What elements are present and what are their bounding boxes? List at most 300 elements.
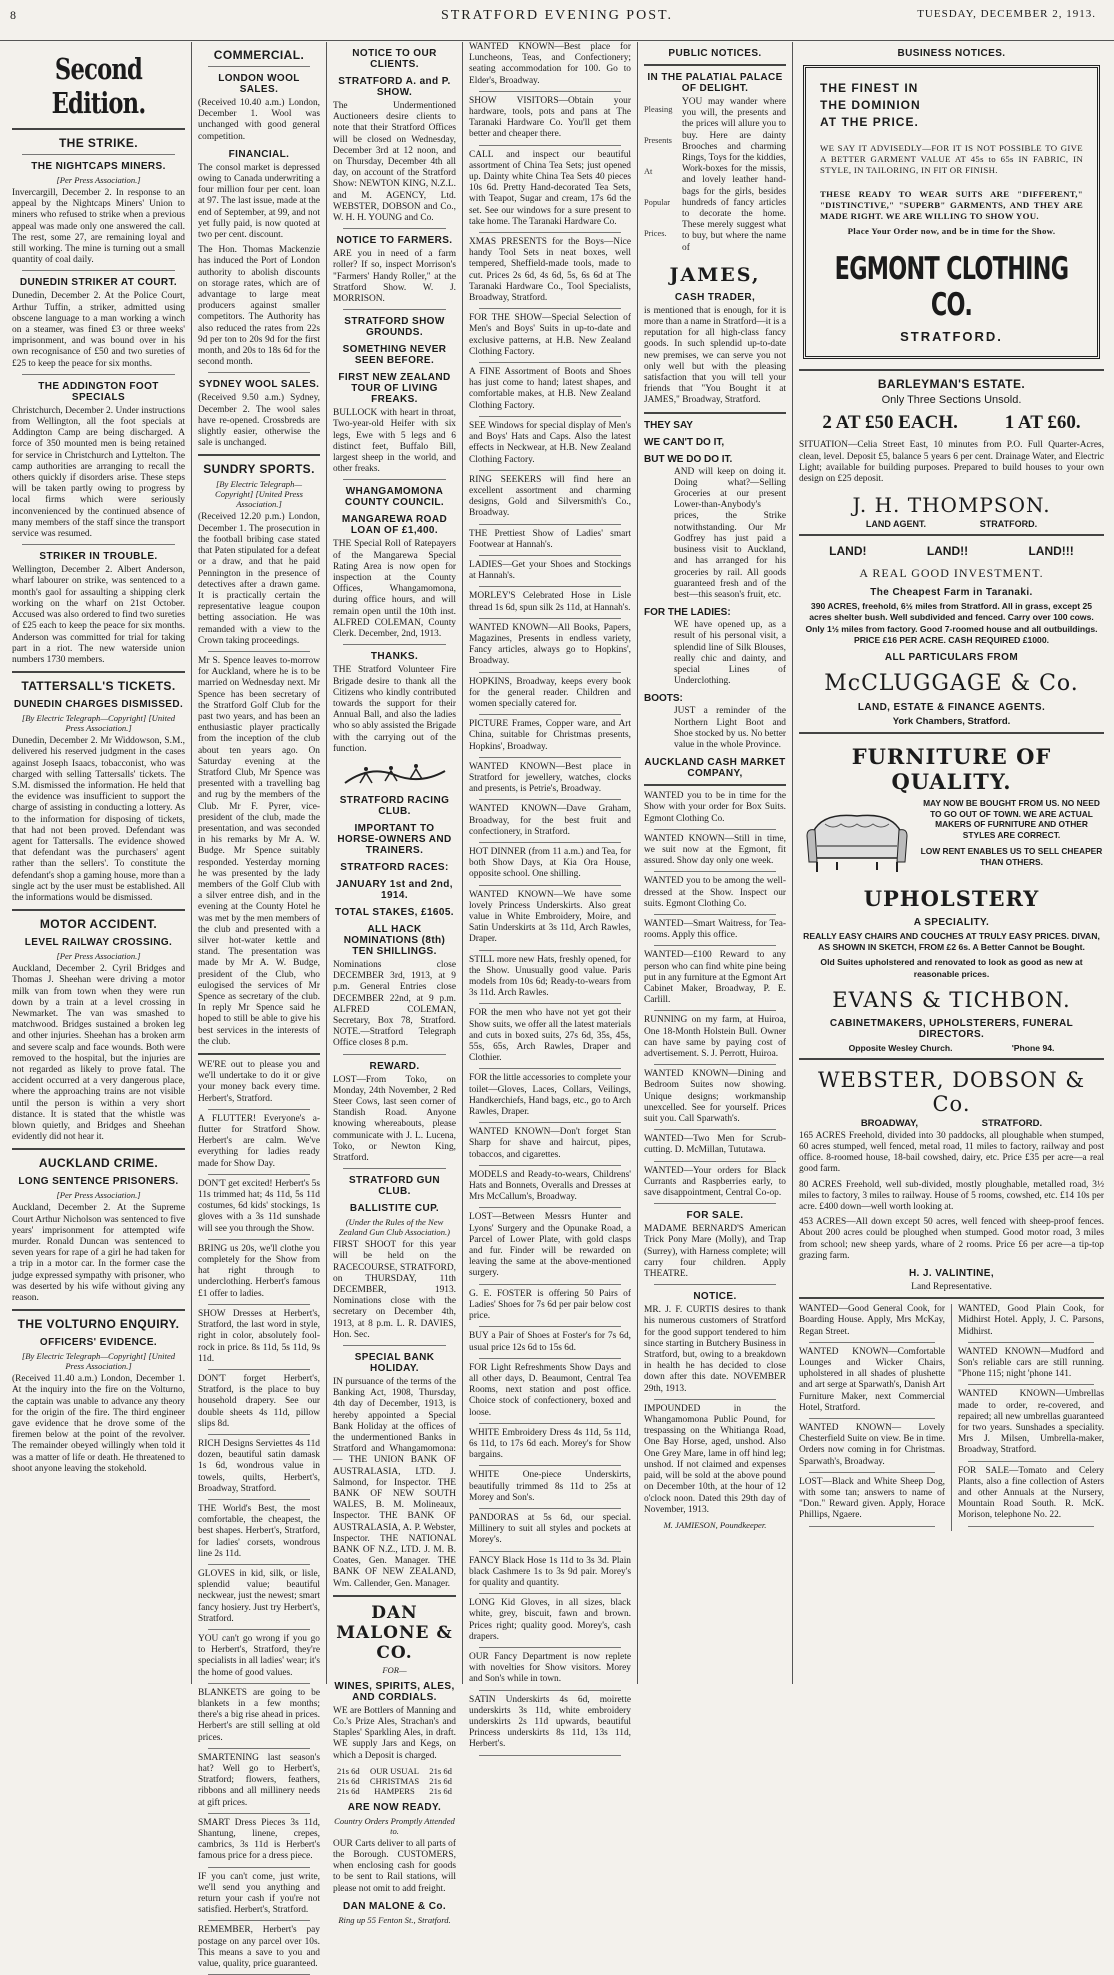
divider xyxy=(208,66,310,67)
byline: [By Electric Telegraph—Copyright] [United Press Association.] xyxy=(21,713,176,734)
hampers-ready: ARE NOW READY. xyxy=(347,1801,442,1813)
classified-ad: SEE Windows for special display of Men's and Boys' Hats and Caps. Also the latest effects in Neckwear, at H.B. New Zealand Clothing Factory. xyxy=(469,420,631,465)
divider xyxy=(208,1109,310,1110)
classified-ad: WANTED KNOWN—Still in time, we suit now at the Egmont, fit assured. Show day only one week. xyxy=(644,833,786,867)
page-number: 8 xyxy=(10,8,16,22)
notice-text: is mentioned that is enough, for it is more than a name in Stratford—it is a reputation for all high-class fancy goods. In such splendid up-to-date new premises, we can serve you not only well but with the pleasing satisfaction that you will tell your friends that "You Bought it at JAMES," Broadway, Stratford. xyxy=(644,305,786,406)
headline-sundry-sports: SUNDRY SPORTS. xyxy=(203,462,315,477)
james-name: JAMES, xyxy=(669,263,761,286)
divider xyxy=(654,829,776,830)
byline: [By Electric Telegraph—Copyright] [United Press Association.] xyxy=(21,1351,176,1372)
divider xyxy=(479,232,621,233)
headline-palace: IN THE PALATIAL PALACE OF DELIGHT. xyxy=(647,72,783,94)
classified-ad: SMART Dress Pieces 3s 11d, Shantung, linene, crepes, cambrics, 3s 11d is Herbert's famous price for a dress piece. xyxy=(198,1817,320,1862)
notice-text: ARE you in need of a farm roller? If so, inspect Morrison's "Farmers' Handy Roller," at the Stratford Show. W. J. MORRISON. xyxy=(333,249,456,305)
classified-ad: OUR Fancy Department is now replete with novelties for Show visitors. Morey and Son's while in town. xyxy=(469,1651,631,1685)
egmont-clothing-logo: EGMONT CLOTHING CO. xyxy=(834,251,1069,324)
notice-text: AND will keep on doing it. Doing what?—Selling Groceries at our present Lower-than-Anybody's prices, the Strike notwithstanding. Our Mr Godfrey has just paid a business visit to Auckland, and has arranged for his groceries by rail. All goods guaranteed fresh and of the best—this season's fruit, etc. xyxy=(674,466,786,600)
important-horse-owners: IMPORTANT TO HORSE-OWNERS AND TRAINERS. xyxy=(337,822,452,856)
small-ads-grid xyxy=(799,1304,1104,1530)
classified-ad: PANDORAS at 5s 6d, our special. Millinery to suit all styles and pockets at Morey's. xyxy=(469,1512,631,1546)
classified-ad: FOR SALE—Tomato and Celery Plants, also a fine collection of Asters and other Annuals at the Nursery, Mountain Road South. R. McK. Morison, telephone No. 22. xyxy=(958,1465,1104,1521)
divider xyxy=(479,1755,621,1756)
classified-ad: FOR the men who have not yet got their Show suits, we offer all the latest materials and cuts in boxed suits, 27s 6d, 35s, 45s, 55s, 65s, Arch Rawles, Draper and Clothier. xyxy=(469,1008,631,1064)
speciality: A SPECIALITY. xyxy=(913,917,990,929)
furniture-text: MAY NOW BE BOUGHT FROM US. NO NEED TO GO OUT OF TOWN. WE ARE ACTUAL MAKERS OF FURNITURE AND OTHER STYLES ARE CORRECT. xyxy=(923,798,1100,840)
divider xyxy=(208,1304,310,1305)
classified-ad: WHITE Embroidery Dress 4s 11d, 5s 11d, 6s 11d, to 17s 6d each. Morey's for Show bargains. xyxy=(469,1427,631,1461)
divider xyxy=(654,1010,776,1011)
land-agent-label: LAND AGENT. xyxy=(865,519,927,530)
classified-ad: IF you can't come, just write, we'll send you anything and return your cash if you're not satisfied. Herbert's, Stratford. xyxy=(198,1871,320,1916)
ad-text: Old Suites upholstered and renovated to look as good as new at reasonable prices. xyxy=(820,957,1083,979)
divider xyxy=(479,555,621,556)
divider xyxy=(968,1384,1094,1385)
classified-ad: WANTED you to be among the well-dressed at the Show. Inspect our suits. Egmont Clothing Co. xyxy=(644,876,786,909)
wanted-ads xyxy=(644,791,786,1204)
headline-thanks: THANKS. xyxy=(370,651,419,663)
article-text: Christchurch, December 2. Under instructions from Wellington, all the foot specials at Addington Camp are being discharged. A force of 350 mounted men is being retained for service in Christchurch and Lyttelton. The camp authorities are arranging to recall the others quickly if disorders arise. These steps will be taken partly owing to progress by local firms which were seriously inconvenienced by the continued absence of many members of the staff since the transport service was resumed. xyxy=(12,405,185,540)
notice-heading: NOTICE. xyxy=(693,1291,737,1303)
divider xyxy=(343,309,446,310)
article-text: The consol market is depressed owing to Canada underwriting a four million four per cent. loan at 97. The last issue, made at the end of September, at 99, and not yet fully paid, is now quoted at two per cent. discount. xyxy=(198,162,320,241)
divider xyxy=(343,1168,446,1169)
classified-ad: DON'T get excited! Herbert's 5s 11s trimmed hat; 4s 11d, 5s 11d costumes, 6d kids' stockings, 1s gloves with a 3s 11d sunshade will see you through the Show. xyxy=(198,1178,320,1234)
land-estate-agents: LAND, ESTATE & FINANCE AGENTS. xyxy=(857,702,1046,714)
divider xyxy=(198,454,320,456)
classified-ad: CALL and inspect our beautiful assortment of China Tea Sets; just opened up. Dainty white China Tea Sets 40 pieces 10s 6d. Pretty Hand-decorated Tea Sets, with Teapot, Sugar and cream, 17s 6d the set. See our windows for a sure present to take home. The Taranaki Hardware Co. xyxy=(469,149,631,227)
divider xyxy=(22,270,175,271)
classified-ad: WHITE One-piece Underskirts, beautifully trimmed 8s 11d to 25s at Morey and Son's. xyxy=(469,1470,631,1503)
notice-text: MADAME BERNARD'S American Trick Pony Mare (Molly), and Trap (Surrey), with Harness complete; will carry four children. Apply THEATRE. xyxy=(644,1224,786,1280)
ad-text: 390 ACRES, freehold, 6½ miles from Stratford. All in grass, except 25 acres shelter bush. Well subdivided and fenced. Carry over 100 cows. Only 1½ miles from factory. Good 7-roomed house and all outbuildings. PRICE £16 PER ACRE. CASH REQUIRED £1000. xyxy=(805,601,1098,645)
article-text: (Received 11.40 a.m.) London, December 1. At the inquiry into the fire on the Volturno, the captain was unable to advance any theory for the origin of the fire. The third engineer gave evidence that he drove some of the firemen below at the point of the revolver. The remainder obeyed willingly when told it was a matter of life or death. He threatened to shoot anyone leaving the stokehold. xyxy=(12,1374,185,1474)
notice-text: THE Special Roll of Ratepayers of the Mangarewa Special Rating Area is now open for inspection at the County Offices, Whangamomona, during office hours, and will remain open until the 10th inst. ALFRED COLEMAN, County Clerk. December, 2nd, 1913. xyxy=(333,539,456,640)
divider xyxy=(343,644,446,645)
ad-text: 165 ACRES Freehold, divided into 30 paddocks, all ploughable when stumped, 60 acres stumped, well fenced, metal road, 11 miles to factory, railway and post office. 8-roomed house, 18-bail cowshed, dairy, etc. Price £35 per acre—a real good farm. xyxy=(799,1130,1104,1175)
article-text: Auckland, December 2. At the Supreme Court Arthur Nicholson was sentenced to five years' imprisonment for attempted wife murder. Ronald Duncan was sentenced to seven years for rape of a girl he had taken for a trip in a motor car. In the former case the judge expressed sympathy with prisoner, who was deserted by his wife without giving any reason. xyxy=(12,1203,185,1304)
divider xyxy=(343,1054,446,1055)
divider xyxy=(479,145,621,146)
classified-ad: RICH Designs Serviettes 4s 11d dozen, beautiful satin damask 1s 6d, wondrous value in towels, quilts, Herbert's, Broadway, Stratford. xyxy=(198,1438,320,1494)
sections-unsold: Only Three Sections Unsold. xyxy=(881,394,1022,407)
price-right: 21s 6d xyxy=(429,1785,452,1796)
land-1: LAND! xyxy=(829,544,867,559)
divider xyxy=(644,784,786,786)
herberts-ads xyxy=(198,1060,320,1975)
headline-financial: FINANCIAL. xyxy=(228,148,290,160)
ad-text: THESE READY TO WEAR SUITS ARE "DIFFERENT," "DISTINCTIVE," "SUPERB" GARMENTS, AND THEY ARE MADE RIGHT. WE ARE WILLING TO SHOW YOU. xyxy=(820,188,1083,222)
divider xyxy=(799,732,1104,734)
article-text: The Hon. Thomas Mackenzie has induced the Port of London authority to abolish discounts on storage rates, which are of advantage to large meat producers against smaller competitors. The Authority has also reduced the rates from 22s 9d per ton to 20s 9d for the first month, and 20s to 18s 6d for the second month. xyxy=(198,245,320,368)
divider xyxy=(12,1309,185,1311)
headline-bank-holiday: SPECIAL BANK HOLIDAY. xyxy=(354,1352,435,1374)
valintine-name: H. J. VALINTINE, xyxy=(908,1268,995,1280)
divider xyxy=(208,1174,310,1175)
newspaper-title: STRATFORD EVENING POST. xyxy=(440,8,674,23)
york-chambers: York Chambers, Stratford. xyxy=(892,716,1011,728)
headline-clients: NOTICE TO OUR CLIENTS. xyxy=(352,48,437,70)
divider xyxy=(479,799,621,800)
dan-malone-title: DAN MALONE & CO. xyxy=(336,1602,453,1663)
classified-ad: WE'RE out to please you and we'll undertake to do it or give your money back every time. Herbert's, Stratford. xyxy=(198,1060,320,1104)
classified-ad: G. E. FOSTER is offering 50 Pairs of Ladies' Shoes for 7s 6d per pair below cost price. xyxy=(469,1288,631,1322)
classified-ad: THE Prettiest Show of Ladies' smart Footwear at Hannah's. xyxy=(469,528,631,550)
small-ads-right xyxy=(958,1304,1104,1530)
divider xyxy=(968,1461,1094,1462)
divider xyxy=(343,1345,446,1346)
malone-footer: DAN MALONE & Co. xyxy=(342,1900,447,1912)
divider xyxy=(333,1595,456,1597)
christmas-label: CHRISTMAS xyxy=(369,1775,420,1786)
small-ads-left xyxy=(799,1304,952,1530)
divider xyxy=(343,228,446,229)
divider xyxy=(479,1508,621,1509)
side-label: At xyxy=(644,167,653,176)
headline-charges: DUNEDIN CHARGES DISMISSED. xyxy=(13,699,184,711)
classified-ad: LOST—Between Messrs Hunter and Lyons' Surgery and the Opunake Road, a Parcel of Lower Plate, with gold clasps and fur. Finder will be rewarded on leaving the same at the above-mentioned surgery. xyxy=(469,1212,631,1279)
divider xyxy=(479,470,621,471)
cabinetmakers: CABINETMAKERS, UPHOLSTERERS, FUNERAL DIRECTORS. xyxy=(829,1017,1074,1040)
divider xyxy=(479,1647,621,1648)
classified-ad: PICTURE Frames, Copper ware, and Art China, suitable for Christmas presents, Hopkins', Broadway. xyxy=(469,719,631,752)
side-label: Presents xyxy=(644,136,672,145)
all-particulars: ALL PARTICULARS FROM xyxy=(884,652,1019,664)
divider xyxy=(809,1418,935,1419)
boots-label: BOOTS: xyxy=(644,693,683,705)
classified-ad: GLOVES in kid, silk, or lisle, splendid value; beautiful neckwear, just the newest; smart fancy hosiery. Just try Herbert's, Stratford. xyxy=(198,1568,320,1624)
issue-date: TUESDAY, DECEMBER 2, 1913. xyxy=(917,8,1096,20)
divider xyxy=(12,671,185,673)
divider xyxy=(809,1342,935,1343)
divider xyxy=(208,1239,310,1240)
column-commercial xyxy=(192,42,327,1970)
divider xyxy=(479,308,621,309)
classified-ad: WANTED KNOWN—All Books, Papers, Magazines, Presents in endless variety, Fancy articles, always go to Hopkins', Broadway. xyxy=(469,622,631,667)
finest-line-1: THE FINEST IN xyxy=(820,81,919,95)
headline-racing-club: STRATFORD RACING CLUB. xyxy=(339,794,450,817)
headline-business-notices: BUSINESS NOTICES. xyxy=(897,48,1006,59)
side-labels xyxy=(644,97,680,238)
divider xyxy=(208,1499,310,1500)
price-left: 21s 6d xyxy=(337,1775,360,1786)
thompson-name: J. H. THOMPSON. xyxy=(852,493,1051,518)
classified-ad: BLANKETS are going to be blankets in a few months; there's a big rise ahead in prices. Herbert's are still selling at old prices. xyxy=(198,1687,320,1743)
classified-ad: WANTED KNOWN—Don't forget Stan Sharp for shave and haircut, pipes, tobaccos, and cigarettes. xyxy=(469,1127,631,1160)
divider xyxy=(479,586,621,587)
divider xyxy=(479,885,621,886)
evans-tichbon: EVANS & TICHBON. xyxy=(832,987,1071,1012)
divider xyxy=(654,1129,776,1130)
notice-text: LOST—From Toko, on Monday, 24th November, 2 Red Steer Cows, last seen corner of Standish Road. Anyone knowing whereabouts, please communicate with J. L. Lucena, Toko, or Newton King, Stratford. xyxy=(333,1074,456,1163)
headline-motor: MOTOR ACCIDENT. xyxy=(39,917,158,932)
land-3: LAND!!! xyxy=(1028,544,1074,559)
divider xyxy=(208,372,310,373)
byline: [Per Press Association.] xyxy=(56,951,141,962)
headline-farmers: NOTICE TO FARMERS. xyxy=(336,235,453,247)
furniture-ad xyxy=(799,798,1104,884)
column-public-notices xyxy=(638,42,793,1684)
they-say: THEY SAY xyxy=(644,419,693,431)
classified-ad: BUY a Pair of Shoes at Foster's for 7s 6d, usual price 12s 6d to 15s 6d. xyxy=(469,1331,631,1353)
egmont-clothing-ad xyxy=(803,65,1100,359)
byline: [Per Press Association.] xyxy=(56,175,141,185)
divider xyxy=(208,1813,310,1814)
divider xyxy=(644,64,786,66)
freaks-tour: FIRST NEW ZEALAND TOUR OF LIVING FREAKS. xyxy=(338,372,451,406)
divider xyxy=(208,1867,310,1868)
classified-ad: SHOW Dresses at Herbert's, Stratford, the last word in style, right in color, absolutely fool-rock in price. 8s 11d, 5s 11d, 9s 11d. xyxy=(198,1308,320,1364)
headline-tattersall: TATTERSALL'S TICKETS. xyxy=(21,679,176,694)
divider xyxy=(208,1629,310,1630)
ad-text: REALLY EASY CHAIRS AND COUCHES AT TRULY EASY PRICES. DIVAN, AS SHOWN IN SKETCH, FROM £2 6s. A Better Cannot be Bought. xyxy=(803,931,1100,953)
auckland-cash-market: AUCKLAND CASH MARKET COMPANY, xyxy=(644,757,786,780)
divider xyxy=(479,1284,621,1285)
column-notices xyxy=(327,42,463,1925)
classified-ad: HOPKINS, Broadway, keeps every book for the general reader. Children and women specially catered for. xyxy=(469,676,631,709)
country-orders: Country Orders Promptly Attended to. xyxy=(334,1815,455,1836)
article-text: Dunedin, December 2. At the Police Court, Arthur Tuffin, a striker, admitted using obscene language to a man working a winch on a steamer, was fined £3 or three weeks' imprisonment, and was bound over in his own recognisance of £50 and two sureties of £25 to keep the peace for six months. xyxy=(12,291,185,369)
classified-ad: HOT DINNER (from 11 a.m.) and Tea, for both Show Days, at Kia Ora House, opposite school. One shilling. xyxy=(469,846,631,880)
ad-text: SITUATION—Celia Street East, 10 minutes from P.O. Full Quarter-Acres, clean, level. Deposit £5, balance 5 years 6 per cent. Drainage Water, and Electric Light; available for building purposes. Prepared to build houses to your own design on £25 deposit. xyxy=(799,440,1104,485)
notice-text: IMPOUNDED in the Whangamomona Public Pound, for trespassing on the Whitianga Road, One Bay Horse, aged, unshod. Also One Grey Mare, lame in off hind leg; unshod. If not claimed and expenses paid, will be sold at the above pound on December 10th, at the hour of 12 o'clock noon. Dated this 29th day of November, 1913. xyxy=(644,1403,786,1515)
ad-text: WE SAY IT ADVISEDLY—FOR IT IS NOT POSSIBLE TO GIVE A BETTER GARMENT VALUE AT 45s to 65s IN FABRIC, IN STYLE, IN TAILORING, IN FIT OR FINISH. xyxy=(820,143,1083,176)
cheapest-farm: The Cheapest Farm in Taranaki. xyxy=(870,587,1033,599)
section-prices xyxy=(799,412,1104,434)
road-loan: MANGAREWA ROAD LOAN OF £1,400. xyxy=(341,514,448,537)
notice-text: FIRST SHOOT for this year will be held on the RACECOURSE, STRATFORD, on THURSDAY, 11th DECEMBER, 1913. Nominations close with the secretary on December 4th, 1913, at 8 p.m. L. R. DAVIES, Hon. Sec. xyxy=(333,1240,456,1340)
upholstery-heading: UPHOLSTERY xyxy=(863,886,1040,912)
article-text: Invercargill, December 2. In response to an appeal by the Nightcaps Miners' Union to miners who refused to strike when a previous appeal was made only one answered the call. The rest, some 27, are remaining loyal and still working. The mine is turning out a small quantity of coal daily. xyxy=(12,188,185,266)
byline: [Per Press Association.] xyxy=(56,1190,141,1201)
classified-ad: LOST—Black and White Sheep Dog, with some tan; answers to name of "Don." Reward given. Apply, Horace Phillips, Ngaere. xyxy=(799,1476,945,1521)
price-one-at-60: 1 AT £60. xyxy=(1004,412,1081,434)
headline-officers: OFFICERS' EVIDENCE. xyxy=(39,1337,158,1349)
divider xyxy=(12,1148,185,1150)
ad-text: 453 ACRES—All down except 50 acres, well fenced with sheep-proof fences. About 200 acres could be ploughed when stumped. Good motor road, 3 miles from school; new sheep yards, whare of 2 rooms. Price £6 per acre—a tip-top grazing farm. xyxy=(799,1217,1104,1261)
classified-ad: A FINE Assortment of Boots and Shoes has just come to hand; latest shapes, and comfortable makes, at H.B. New Zealand Clothing Factory. xyxy=(469,367,631,411)
ad-text: Place Your Order now, and be in time for the Show. xyxy=(847,226,1056,237)
stratford-label: STRATFORD. xyxy=(979,519,1038,530)
column-business-notices xyxy=(793,42,1110,1684)
notice-text: IN pursuance of the terms of the Banking Act, 1908, Thursday, 4th day of December, 1913, is hereby appointed a Special Bank Holiday at the offices of the undermentioned Banks in Stratford and Whangamomona:— THE UNION BANK OF AUSTRALASIA, LTD. J. Salmond, for Inspector. THE BANK OF NEW SOUTH WALES, B. M. Molineaux, Inspector. THE BANK OF AUSTRALASIA, A. P. Webster, Inspector. THE NATIONAL BANK OF N.Z., LTD. J. M. B. Coates, Gen. Manager. THE BANK OF NEW ZEALAND, Wm. Callender, Gen. Manager. xyxy=(333,1377,456,1589)
classified-ad: WANTED, Good Plain Cook, for Midhirst Hotel. Apply, J. C. Parsons, Midhirst. xyxy=(958,1304,1104,1337)
headline-barleyman: BARLEYMAN'S ESTATE. xyxy=(877,377,1026,392)
classified-ad: WANTED—Good General Cook, for Boarding House. Apply, Mrs McKay, Regan Street. xyxy=(799,1304,945,1337)
malone-phone: Ring up 55 Fenton St., Stratford. xyxy=(338,1914,451,1925)
article-text: Mr S. Spence leaves to-morrow for Auckland, where he is to be married on Wednesday next. Mr Spence has been secretary of the Stratford Golf Club for the past two years, and has been an enthusiastic player practically from the inception of the club about ten years ago. On Saturday evening at the Stratford Club, Mr Spence was presented with a travelling bag and rug by the members of the Club. Mr F. Pyrer, vice-president of the club, made the presentation, and was seconded in his remarks by Mr A. W. Budge. Mr Spence suitably responded. Yesterday morning he was presented by the lady members of the Golf Club with a silver entree dish, and in the evening at the County Hotel he was met by the men members of the club and presented with a silver hot-water kettle and stand. The presentation was made by Mr A. W. Budge, president of the Club, who eulogised the services of Mr Spence as secretary of the club. In reply Mr Spence said he hoped to still be able to give his best services in the interests of the club. xyxy=(198,655,320,1047)
classified-ad: FOR Light Refreshments Show Days and all other days, D. Beaumont, Central Tea Rooms, next station and post office. Choice stock of confectionery, boxed and loose. xyxy=(469,1362,631,1418)
article-text: Auckland, December 2. Cyril Bridges and Thomas J. Sheehan were driving a motor milk van from town when they were run down by a train at a level crossing in Newmarket. The van was smashed to matchwood. Bridges sustained a broken leg and other injuries. Sheehan has a broken arm and severe scalp and face wounds. Both were removed to the hospital, but the injuries are not regarded as likely to prove fatal. The accident occurred at a very dangerous place, where the approaching trains are not visible until the person is within a very short distance. It is stated that the whistle was blown quietly, and Bridges and Sheehan evidently did not hear it. xyxy=(12,964,185,1143)
classified-ad: WANTED KNOWN—Comfortable Lounges and Wicker Chairs, upholstered in all shades of plushette and art serge at Sparwath's, Danish Art Furniture Maker, next Commercial Hotel, Stratford. xyxy=(799,1346,945,1413)
divider xyxy=(479,1207,621,1208)
classified-ad: THE World's Best, the most comfortable, the cheapest, the best shapes. Herbert's, Stratford, for ladies' corsets, wondrous line 2s 11d. xyxy=(198,1503,320,1559)
land-2: LAND!! xyxy=(926,544,969,559)
side-label: Pleasing xyxy=(644,105,673,114)
race-dates: JANUARY 1st and 2nd, 1914. xyxy=(336,878,453,901)
headline-striker-trouble: STRIKER IN TROUBLE. xyxy=(39,551,158,563)
divider xyxy=(809,1526,935,1527)
divider xyxy=(968,1342,1094,1343)
divider xyxy=(479,1690,621,1691)
divider xyxy=(22,374,175,375)
page-columns xyxy=(6,42,1110,1970)
divider xyxy=(479,672,621,673)
article-text: (Received 12.20 p.m.) London, December 1. The prosecution in the football bribing case stated that Paten stipulated for a defeat or a draw, and that he paid Pennington in the presence of detectives after a drawn game. It is practically certain the representative league coupon betting association. He was remanded with a view to the Crown taking proceedings. xyxy=(198,512,320,646)
classified-ad: BRING us 20s, we'll clothe you completely for the Show from hat right through to underclothing. Herbert's famous £1 offer to ladies. xyxy=(198,1243,320,1299)
total-stakes: TOTAL STAKES, £1605. xyxy=(335,906,454,918)
byline: [By Electric Telegraph—Copyright] [United Press Association.] xyxy=(214,479,303,510)
classified-ad: LADIES—Get your Shoes and Stockings at Hannah's. xyxy=(469,559,631,582)
phone-label: 'Phone 94. xyxy=(1011,1042,1055,1053)
classified-ad: FOR THE SHOW—Special Selection of Men's and Boys' Suits in up-to-date and exclusive patterns, at H.B. New Zealand Clothing Factory. xyxy=(469,313,631,357)
headline-whangamomona: WHANGAMOMONA COUNTY COUNCIL. xyxy=(344,486,445,509)
article-text: (Received 10.40 a.m.) London, December 1. Wool was unchanged with good general competition. xyxy=(198,98,320,142)
poundkeeper: M. JAMIESON, Poundkeeper. xyxy=(663,1519,767,1530)
usual-label: OUR USUAL xyxy=(370,1765,419,1776)
malone-for: FOR— xyxy=(382,1664,407,1675)
mccluggage-name: McCLUGGAGE & Co. xyxy=(824,671,1079,697)
divan-sofa-illustration xyxy=(803,802,911,880)
divider xyxy=(22,154,175,155)
divider xyxy=(208,1564,310,1565)
divider xyxy=(654,1203,776,1204)
divider xyxy=(208,1369,310,1370)
classified-ad: MODELS and Ready-to-wears, Childrens' Hats and Bonnets, Overalls and Dresses at Mrs McCallum's, Broadway. xyxy=(469,1169,631,1203)
price-left: 21s 6d xyxy=(337,1765,360,1776)
divider xyxy=(654,871,776,872)
notice-text: Nominations close DECEMBER 3rd, 1913, at 9 p.m. General Entries close DECEMBER 22nd, at 9 p.m. ALFRED COLEMAN, Secretary, Box 78, Stratford. NOTE.—Stratford Telegraph Office closes 8 p.m. xyxy=(333,959,456,1049)
headline-nightcaps: THE NIGHTCAPS MINERS. xyxy=(31,161,166,172)
headline-addington: THE ADDINGTON FOOT SPECIALS xyxy=(38,380,159,403)
divider xyxy=(799,1058,1104,1060)
notice-text: OUR Carts deliver to all parts of the Borough. CUSTOMERS, when enclosing cash for goods to be sent to Rail stations, will please not omit to add freight. xyxy=(333,1838,456,1894)
cash-trader: CASH TRADER, xyxy=(674,291,756,303)
divider xyxy=(479,362,621,363)
side-label: Prices. xyxy=(644,229,667,238)
classified-ad: RING SEEKERS will find here an excellent assortment and charming designs, Gold and Silversmith's Co., Broadway. xyxy=(469,474,631,519)
classified-ad: FANCY Black Hose 1s 11d to 3s 3d. Plain black Cashmere 1s to 3s 9d pair. Morey's for quality and quantity. xyxy=(469,1555,631,1588)
classified-ad: RUNNING on my farm, at Huiroa, One 18-Month Holstein Bull. Owner can have same by paying cost of advertisement. S. J. Perrott, Huiroa. xyxy=(644,1015,786,1059)
divider xyxy=(479,1122,621,1123)
classified-ad: DON'T forget Herbert's, Stratford, is the place to buy household drapery. See our double sheets 4s 11d, pillow slips 8d. xyxy=(198,1373,320,1429)
classified-ad: WANTED—Two Men for Scrub-cutting. D. McMillan, Tututawa. xyxy=(644,1134,786,1156)
finest-line-2: THE DOMINION xyxy=(820,98,921,112)
divider xyxy=(479,714,621,715)
broadway-label: BROADWAY, xyxy=(860,1117,918,1129)
headline-auckland-crime: AUCKLAND CRIME. xyxy=(38,1156,159,1171)
divider xyxy=(479,416,621,417)
divider xyxy=(809,1472,935,1473)
classified-ad: WANTED KNOWN—Best place for Luncheons, Teas, and Confectionery; seating accommodation for 100. Go to Elder's, Broadway. xyxy=(469,42,631,86)
divider xyxy=(479,757,621,758)
classified-ads xyxy=(469,42,631,1756)
classified-ad: YOU can't go wrong if you go to Herbert's, Stratford, they're specialists in all ladies' wear; it's the home of good values. xyxy=(198,1633,320,1678)
notice-text: BULLOCK with heart in throat, Two-year-old Heifer with six legs, Ewe with 5 legs and 6 distinct feet, Buffalo Bill, largest sheep in the world, and other freaks. xyxy=(333,408,456,475)
finest-line-3: AT THE PRICE. xyxy=(820,115,919,129)
classified-ad: WANTED KNOWN—Dining and Bedroom Suites now showing. Unique designs; workmanship unexcelled. See for yourself. Prices suit you. Call Sparwath's. xyxy=(644,1069,786,1125)
show-title: STRATFORD A. and P. SHOW. xyxy=(338,76,451,98)
never-seen: SOMETHING NEVER SEEN BEFORE. xyxy=(342,344,447,367)
classified-ad: REMEMBER, Herbert's pay postage on any parcel over 10s. This means a save to you and value, quality, price guaranteed. xyxy=(198,1925,320,1970)
divider xyxy=(644,412,786,414)
classified-ad: SHOW VISITORS—Obtain your hardware, tools, pots and pans at The Taranaki Hardware Co. You'll get them better and cheaper there. xyxy=(469,95,631,140)
hack-nominations: ALL HACK NOMINATIONS (8th) TEN SHILLINGS. xyxy=(343,923,446,957)
classified-ad: STILL more new Hats, freshly opened, for the Show. Unusually good value. Paris models from 10s 6d; Ready-to-wears from 3s 11d. Arch Rawles. xyxy=(469,954,631,999)
notice-text: YOU may wander where you will, the presents and the prices will allure you to buy. Here are dainty Brooches and charming Rings, Toys for the kiddies, Work-boxes for the missis, and lovely leather hand-bags for the girls, besides hundreds of fancy articles to decorate the home. These merely suggest what to buy, but where the name of xyxy=(682,97,786,253)
divider xyxy=(479,950,621,951)
notice-text: THE Stratford Volunteer Fire Brigade desire to thank all the Citizens who kindly contributed towards the support for their Annual Ball, and also the ladies who so ably assisted the Brigade with the carrying out of the function. xyxy=(333,665,456,754)
side-label: Popular xyxy=(644,198,671,207)
land-banner xyxy=(799,544,1104,558)
divider xyxy=(208,651,310,652)
evans-sub xyxy=(819,1043,1084,1053)
classified-ad: SATIN Underskirts 4s 6d, moirette underskirts 3s 11d, white embroidery underskirts 2s 11d upwards, beautiful Princess underskirts 8s 11d, 13s 11d, Herbert's. xyxy=(469,1694,631,1750)
column-news xyxy=(6,42,192,1684)
edition-title: Second Edition. xyxy=(51,52,146,120)
divider xyxy=(479,91,621,92)
divider xyxy=(968,1526,1094,1527)
notice-text: WE are Bottlers of Manning and Co.'s Prize Ales, Strachan's and Staples' Sparkling Ales, in draft. WE supply Jars and Kegs, on which a Deposit is charged. xyxy=(333,1705,456,1761)
headline-gun-club: STRATFORD GUN CLUB. xyxy=(348,1175,441,1198)
divider xyxy=(799,534,1104,536)
ad-text: 80 ACRES Freehold, well sub-divided, mostly ploughable, metalled road, 3½ miles to factory, 3 miles to railway. House of 5 rooms, cowshed, etc. £14 10s per acre. £400 down—well worth looking at. xyxy=(799,1179,1104,1213)
classified-ad: WANTED KNOWN—Umbrellas made to order, re-covered, and repaired; all new umbrellas guaranteed for two years. Sunshades a speciality. Mrs J. Milsen, Umbrella-maker, Broadway, Stratford. xyxy=(958,1389,1104,1456)
classified-ad: WANTED KNOWN— Lovely Chesterfield Suite on view. Be in time. Orders now coming in for Christmas. Sparwath's, Broadway. xyxy=(799,1422,945,1467)
classified-ad: WANTED KNOWN—Dave Graham, Broadway, for the best fruit and confectionery, in Stratford. xyxy=(469,804,631,837)
article-text: Dunedin, December 2. Mr Widdowson, S.M., delivered his reserved judgment in the cases against Joseph Isaacs, tobacconist, who was charged with selling Tattersalls' tickets. The S.M. dismissed the information. He held that the evidence was insufficient to support the charge of assisting in conducting a lottery. As to the information for disposing of tickets, that had not been proved. Defendant was agent for Tattersalls. The evidence showed that defendant was the purchasers' agent rather than the sellers'. To constitute the defendant's shop a gaming house, more than a single act by the user must be established. All the informations would be dismissed. xyxy=(12,736,185,903)
malone-wines: WINES, SPIRITS, ALES, AND CORDIALS. xyxy=(334,1680,455,1703)
classified-ad: WANTED—Smart Waitress, for Tea-rooms. Apply this office. xyxy=(644,918,786,941)
headline-commercial: COMMERCIAL. xyxy=(213,48,305,62)
divider xyxy=(654,1399,776,1400)
real-investment: A REAL GOOD INVESTMENT. xyxy=(859,566,1044,581)
horse-racing-illustration xyxy=(340,759,450,789)
stratford-label: STRATFORD. xyxy=(981,1117,1043,1129)
for-sale-heading: FOR SALE. xyxy=(686,1210,744,1222)
article-text: Wellington, December 2. Albert Anderson, wharf labourer on strike, was sentenced to a month's gaol for assaulting a shipping clerk working on the wharf on 21st October. Accused was also ordered to find two sureties of £25 each to keep the peace for six months. Anderson was committed for trial for taking part in a riot. The new waterside union numbers 1730 members. xyxy=(12,565,185,665)
divider xyxy=(343,479,446,480)
ballistite-cup: BALLISTITE CUP. xyxy=(349,1203,440,1215)
furniture-heading: FURNITURE OF QUALITY. xyxy=(851,744,1052,795)
headline-strike: THE STRIKE. xyxy=(58,136,139,150)
classified-ad: WANTED—£100 Reward to any person who can find white pine being put in any furniture at the Egmont Art Cabinet Maker, Broadway, P. E. Carlill. xyxy=(644,950,786,1006)
column-wanted-known xyxy=(463,42,638,1750)
headline-long-sentence: LONG SENTENCE PRISONERS. xyxy=(18,1176,179,1188)
classified-ad: WANTED KNOWN—Best place in Stratford for jewellery, watches, clocks and presents, is Petrie's, Broadway. xyxy=(469,761,631,795)
divider xyxy=(479,842,621,843)
headline-level-crossing: LEVEL RAILWAY CROSSING. xyxy=(24,937,173,949)
divider xyxy=(479,1068,621,1069)
divider xyxy=(479,1423,621,1424)
price-two-at-50: 2 AT £50 EACH. xyxy=(822,412,958,434)
divider xyxy=(654,1064,776,1065)
divider xyxy=(654,945,776,946)
headline-london-wool: LONDON WOOL SALES. xyxy=(218,73,300,95)
divider xyxy=(12,909,185,911)
egmont-location: STRATFORD. xyxy=(900,329,1003,345)
classified-ad: SMARTENING last season's hat? Well go to Herbert's, Stratford; flowers, feathers, ribbons and all millinery needs at gift prices. xyxy=(198,1752,320,1808)
divider xyxy=(208,1920,310,1921)
classified-ad: XMAS PRESENTS for the Boys—Nice handy Tool Sets in neat boxes, well tempered, Sheffield-made tools, made to cut. Prices 2s 6d, 4s 6d, 5s, 6s 6d at The Taranaki Hardware Co., Tool Specialists, Broadway, Stratford. xyxy=(469,237,631,304)
notice-text: The Undermentioned Auctioneers desire clients to note that their Stratford Offices will be closed on Wednesday, December 3rd at 12 noon, and on Thursday, December 4th all day, on account of the Stratford Show: NEWTON KING, N.Z.L. and M. AGENCY, Ltd. WEBSTER, DOBSON and Co., W. H. H. YOUNG and Co. xyxy=(333,101,456,224)
divider xyxy=(479,1003,621,1004)
headline-reward: REWARD. xyxy=(369,1060,420,1072)
for-the-ladies: FOR THE LADIES: xyxy=(644,607,731,619)
classified-ad: WANTED you to be in time for the Show with your order for Box Suits. Egmont Clothing Co. xyxy=(644,791,786,824)
notice-text: MR. J. F. CURTIS desires to thank his numerous customers of Stratford for the good support tendered to him since starting in Butchery Business in Stratford, but, owing to a breakdown in health he has decided to close down after this date. NOVEMBER 29th, 1913. xyxy=(644,1305,786,1394)
divider xyxy=(654,1284,776,1285)
